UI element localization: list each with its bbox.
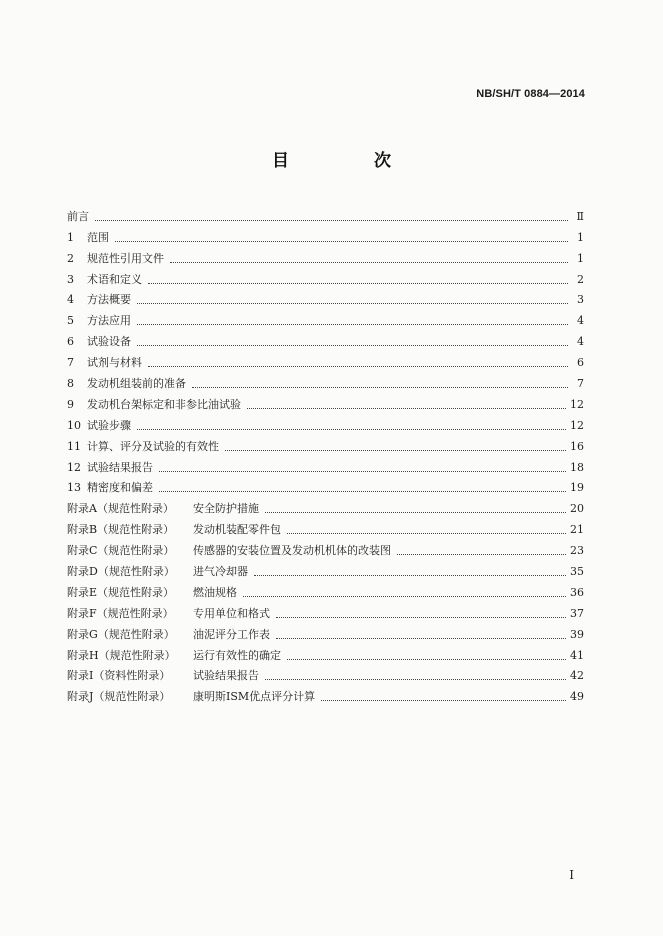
leader-dots: [276, 616, 566, 618]
toc-entry-label: 计算、评分及试验的有效性: [87, 439, 219, 453]
annex-title: 燃油规格: [193, 585, 237, 599]
toc-entry-label: 发动机台架标定和非参比油试验: [87, 397, 241, 411]
annex-tag: 附录C（规范性附录）: [67, 544, 175, 558]
annex-tag: 附录H（规范性附录）: [67, 648, 176, 662]
toc-entry-label: 规范性引用文件: [87, 251, 164, 265]
toc-entry-page: 1: [577, 230, 584, 244]
toc-entry-page: 3: [577, 293, 584, 307]
toc-entry-label: 方法应用: [87, 314, 131, 328]
annex-title: 康明斯ISM优点评分计算: [193, 690, 316, 704]
toc-entry-number: 3: [67, 272, 74, 286]
toc-entry-label: 精密度和偏差: [87, 481, 153, 495]
toc-entry-page: 21: [570, 523, 584, 537]
toc-entry[interactable]: [67, 454, 584, 475]
toc-entry-label: 试验步骤: [87, 418, 131, 432]
toc-entry-foreword[interactable]: [67, 203, 584, 224]
toc-entry-page: 37: [570, 606, 584, 620]
toc-entry-number: 9: [67, 397, 74, 411]
page-number: I: [569, 868, 574, 882]
toc-entry-page: 36: [570, 585, 584, 599]
toc-annex-entry[interactable]: [67, 683, 584, 704]
toc-entry-page: 20: [570, 502, 584, 516]
toc-entry-page: 49: [570, 690, 584, 704]
toc-entry-number: 6: [67, 335, 74, 349]
leader-dots: [137, 302, 568, 304]
toc-entry-page: 35: [570, 565, 584, 579]
toc-entry-number: 8: [67, 377, 74, 391]
toc-entry[interactable]: [67, 328, 584, 349]
leader-dots: [148, 365, 568, 367]
toc-entry-number: 13: [67, 481, 81, 495]
toc-entry-page: 41: [570, 648, 584, 662]
annex-tag: 附录A（规范性附录）: [67, 502, 174, 516]
leader-dots: [95, 219, 568, 221]
annex-tag: 附录B（规范性附录）: [67, 523, 175, 537]
leader-dots: [137, 428, 566, 430]
toc-annex-entry[interactable]: [67, 495, 584, 516]
leader-dots: [254, 574, 566, 576]
leader-dots: [159, 470, 566, 472]
leader-dots: [321, 699, 566, 701]
toc-entry-label: 方法概要: [87, 293, 131, 307]
toc-entry[interactable]: [67, 433, 584, 454]
toc-entry-page: 2: [577, 272, 584, 286]
annex-tag: 附录I（资料性附录）: [67, 669, 171, 683]
toc-entry-page: 18: [570, 460, 584, 474]
toc-entry-label: 试验结果报告: [87, 460, 153, 474]
toc-annex-entry[interactable]: [67, 642, 584, 663]
toc-entry[interactable]: [67, 224, 584, 245]
toc-annex-entry[interactable]: [67, 537, 584, 558]
leader-dots: [137, 323, 568, 325]
toc-entry[interactable]: [67, 391, 584, 412]
annex-title: 传感器的安装位置及发动机机体的改装图: [193, 544, 391, 558]
toc-entry-number: 10: [67, 418, 81, 432]
annex-title: 运行有效性的确定: [193, 648, 281, 662]
leader-dots: [287, 532, 566, 534]
leader-dots: [170, 261, 568, 263]
annex-tag: 附录E（规范性附录）: [67, 585, 175, 599]
leader-dots: [247, 407, 566, 409]
toc-entry-page: 7: [577, 377, 584, 391]
toc-entry[interactable]: [67, 287, 584, 308]
leader-dots: [265, 678, 566, 680]
toc-entry-page: 12: [570, 418, 584, 432]
leader-dots: [287, 658, 566, 660]
toc-entry[interactable]: [67, 307, 584, 328]
annex-title: 油泥评分工作表: [193, 627, 270, 641]
toc-annex-entry[interactable]: [67, 516, 584, 537]
toc-entry-number: 1: [67, 230, 74, 244]
toc-entry[interactable]: [67, 266, 584, 287]
annex-tag: 附录D（规范性附录）: [67, 565, 175, 579]
toc-entry-page: 4: [577, 314, 584, 328]
toc-annex-entry[interactable]: [67, 558, 584, 579]
toc-entry-label: 范围: [87, 230, 109, 244]
toc-entry[interactable]: [67, 475, 584, 496]
toc-entry[interactable]: [67, 370, 584, 391]
toc-entry-number: 4: [67, 293, 74, 307]
leader-dots: [276, 637, 566, 639]
toc-entry-page: 23: [570, 544, 584, 558]
toc-annex-entry[interactable]: [67, 663, 584, 684]
annex-title: 试验结果报告: [193, 669, 259, 683]
toc-annex-entry[interactable]: [67, 600, 584, 621]
toc-annex-entry[interactable]: [67, 579, 584, 600]
leader-dots: [115, 240, 568, 242]
toc-entry-number: 12: [67, 460, 81, 474]
annex-title: 发动机装配零件包: [193, 523, 281, 537]
toc-entry-page: Ⅱ: [576, 209, 584, 223]
annex-title: 安全防护措施: [193, 502, 259, 516]
annex-tag: 附录J（规范性附录）: [67, 690, 171, 704]
leader-dots: [397, 553, 566, 555]
leader-dots: [148, 282, 568, 284]
toc-entry-page: 42: [570, 669, 584, 683]
toc-entry-label: 试验设备: [87, 335, 131, 349]
toc-entry-page: 12: [570, 397, 584, 411]
leader-dots: [265, 511, 566, 513]
toc-entry-page: 39: [570, 627, 584, 641]
table-of-contents: [67, 203, 584, 704]
toc-entry[interactable]: [67, 349, 584, 370]
toc-entry-label: 前言: [67, 209, 89, 223]
toc-entry-number: 11: [67, 439, 81, 453]
toc-entry-label: 发动机组装前的准备: [87, 377, 186, 391]
toc-entry-label: 术语和定义: [87, 272, 142, 286]
toc-entry[interactable]: [67, 245, 584, 266]
toc-entry-number: 7: [67, 356, 74, 370]
toc-entry-number: 5: [67, 314, 74, 328]
toc-entry-page: 16: [570, 439, 584, 453]
leader-dots: [137, 344, 568, 346]
toc-entry-label: 试剂与材料: [87, 356, 142, 370]
toc-entry-page: 1: [577, 251, 584, 265]
leader-dots: [243, 595, 566, 597]
annex-title: 进气冷却器: [193, 565, 248, 579]
leader-dots: [192, 386, 568, 388]
leader-dots: [225, 449, 566, 451]
standard-code: NB/SH/T 0884—2014: [476, 88, 585, 100]
toc-entry-page: 6: [577, 356, 584, 370]
annex-tag: 附录G（规范性附录）: [67, 627, 175, 641]
annex-tag: 附录F（规范性附录）: [67, 606, 174, 620]
leader-dots: [159, 490, 566, 492]
toc-entry-page: 4: [577, 335, 584, 349]
page-title: 目 次: [272, 151, 425, 171]
toc-entry[interactable]: [67, 412, 584, 433]
toc-entry-page: 19: [570, 481, 584, 495]
toc-entry-number: 2: [67, 251, 74, 265]
annex-title: 专用单位和格式: [193, 606, 270, 620]
toc-annex-entry[interactable]: [67, 621, 584, 642]
